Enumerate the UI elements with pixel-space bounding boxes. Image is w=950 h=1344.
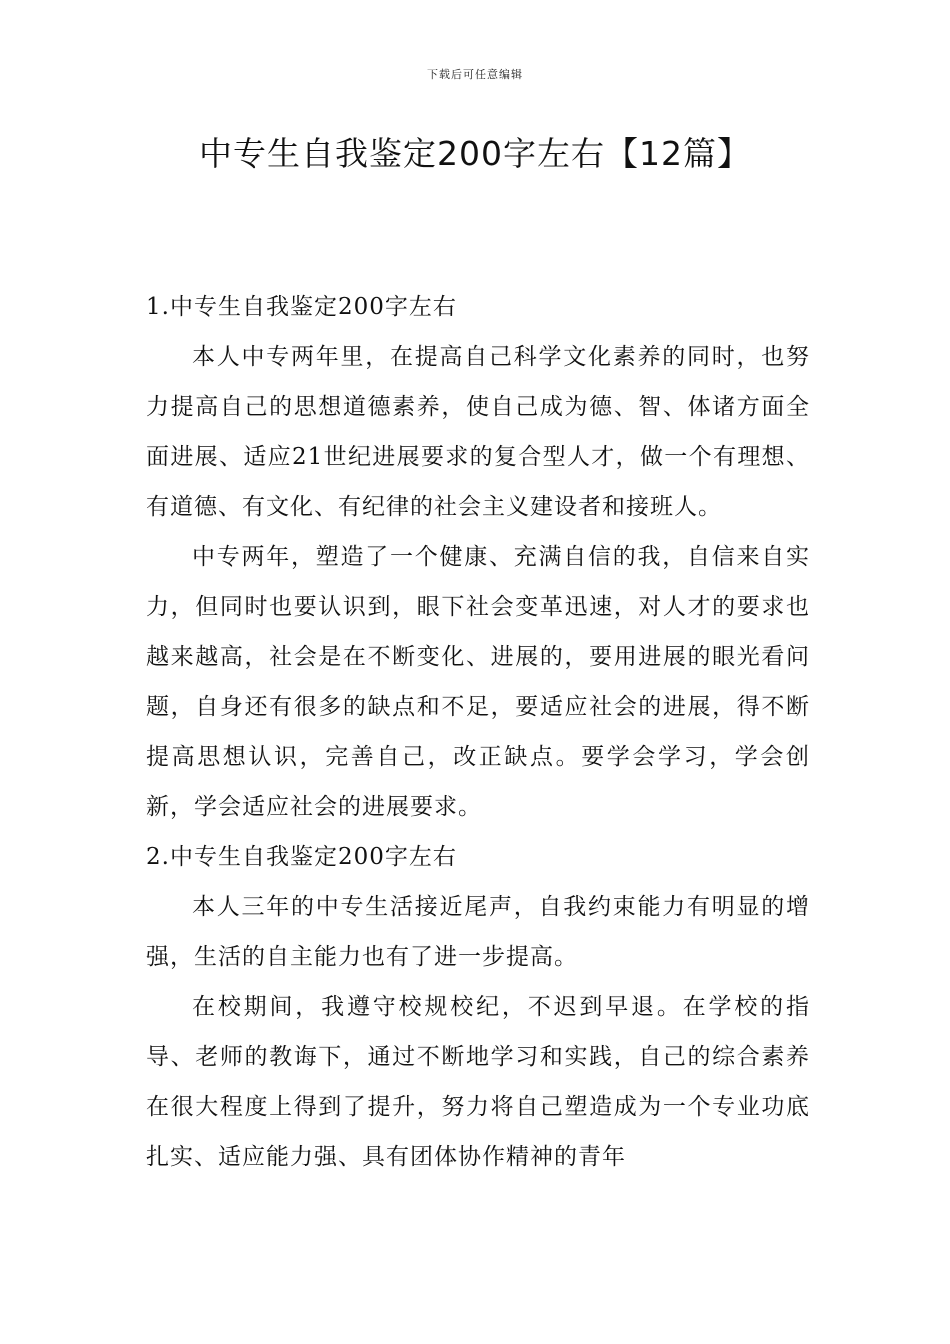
paragraph: 本人中专两年里，在提高自己科学文化素养的同时，也努力提高自己的思想道德素养，使自己成为德、智、体诸方面全面进展、适应21世纪进展要求的复合型人才，做一个有理想、有道德、有文化、有纪律的社会主义建设者和接班人。 (146, 344, 810, 520)
paragraph: 本人三年的中专生活接近尾声，自我约束能力有明显的增强，生活的自主能力也有了进一步提高。 (146, 894, 810, 970)
document-body (146, 282, 810, 1182)
paragraph: 在校期间，我遵守校规校纪，不迟到早退。在学校的指导、老师的教诲下，通过不断地学习和实践，自己的综合素养在很大程度上得到了提升，努力将自己塑造成为一个专业功底扎实、适应能力强、具有团体协作精神的青年 (146, 994, 810, 1170)
section-1 (146, 282, 810, 832)
document-title: 中专生自我鉴定200字左右【12篇】 (199, 134, 751, 173)
header-note: 下载后可任意编辑 (427, 68, 523, 81)
paragraph: 中专两年，塑造了一个健康、充满自信的我，自信来自实力，但同时也要认识到，眼下社会变革迅速，对人才的要求也越来越高，社会是在不断变化、进展的，要用进展的眼光看问题，自身还有很多的缺点和不足，要适应社会的进展，得不断提高思想认识，完善自己，改正缺点。要学会学习，学会创新，学会适应社会的进展要求。 (146, 544, 810, 820)
section-2 (146, 832, 810, 1182)
section-heading: 2.中专生自我鉴定200字左右 (146, 844, 457, 870)
section-heading: 1.中专生自我鉴定200字左右 (146, 294, 457, 320)
